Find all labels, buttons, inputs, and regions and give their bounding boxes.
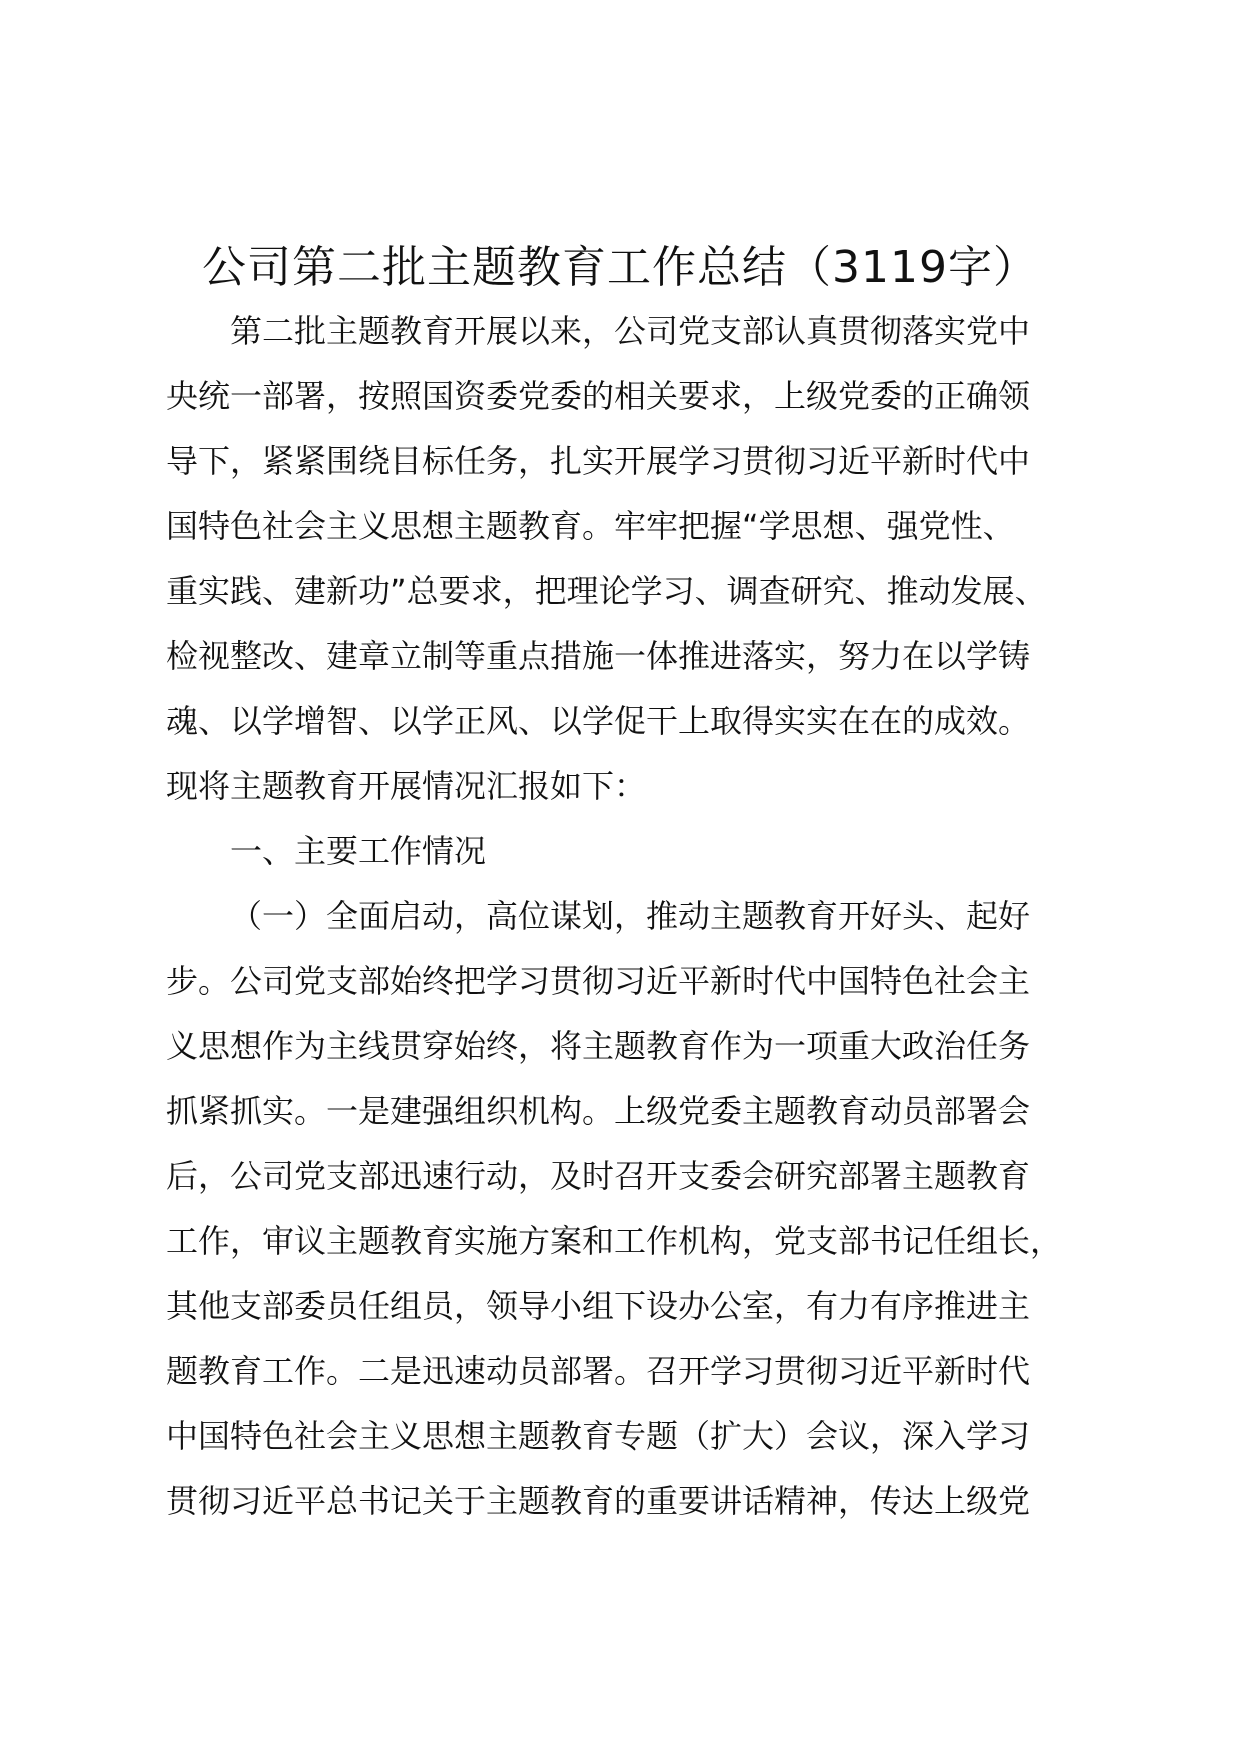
paragraph-line: 工作，审议主题教育实施方案和工作机构，党支部书记任组长， [166, 1222, 1063, 1260]
paragraph-line: 抓紧抓实。一是建强组织机构。上级党委主题教育动员部署会 [166, 1092, 1031, 1130]
paragraph-line: 现将主题教育开展情况汇报如下： [166, 767, 647, 805]
paragraph-line: 题教育工作。二是迅速动员部署。召开学习贯彻习近平新时代 [166, 1352, 1031, 1390]
paragraph-line: 国特色社会主义思想主题教育。牢牢把握“学思想、强党性、 [166, 507, 1015, 545]
paragraph-line: 导下，紧紧围绕目标任务，扎实开展学习贯彻习近平新时代中 [166, 442, 1031, 480]
paragraph-line: （一）全面启动，高位谋划，推动主题教育开好头、起好 [230, 897, 1031, 935]
paragraph-line: 重实践、建新功”总要求，把理论学习、调查研究、推动发展、 [166, 572, 1047, 610]
paragraph-line: 后，公司党支部迅速行动，及时召开支委会研究部署主题教育 [166, 1157, 1031, 1195]
paragraph-line: 央统一部署，按照国资委党委的相关要求，上级党委的正确领 [166, 377, 1031, 415]
paragraph-line: 中国特色社会主义思想主题教育专题（扩大）会议，深入学习 [166, 1417, 1031, 1455]
paragraph-line: 步。公司党支部始终把学习贯彻习近平新时代中国特色社会主 [166, 962, 1031, 1000]
document-title: 公司第二批主题教育工作总结（3119字） [202, 242, 1038, 293]
paragraph-line: 检视整改、建章立制等重点措施一体推进落实，努力在以学铸 [166, 637, 1031, 675]
section-heading: 一、主要工作情况 [230, 832, 487, 870]
paragraph-line: 其他支部委员任组员，领导小组下设办公室，有力有序推进主 [166, 1287, 1031, 1325]
paragraph-line: 魂、以学增智、以学正风、以学促干上取得实实在在的成效。 [166, 702, 1031, 740]
paragraph-line: 第二批主题教育开展以来，公司党支部认真贯彻落实党中 [230, 312, 1031, 350]
document-body [166, 299, 1126, 1534]
paragraph-line: 贯彻习近平总书记关于主题教育的重要讲话精神，传达上级党 [166, 1482, 1031, 1520]
paragraph-line: 义思想作为主线贯穿始终，将主题教育作为一项重大政治任务 [166, 1027, 1031, 1065]
